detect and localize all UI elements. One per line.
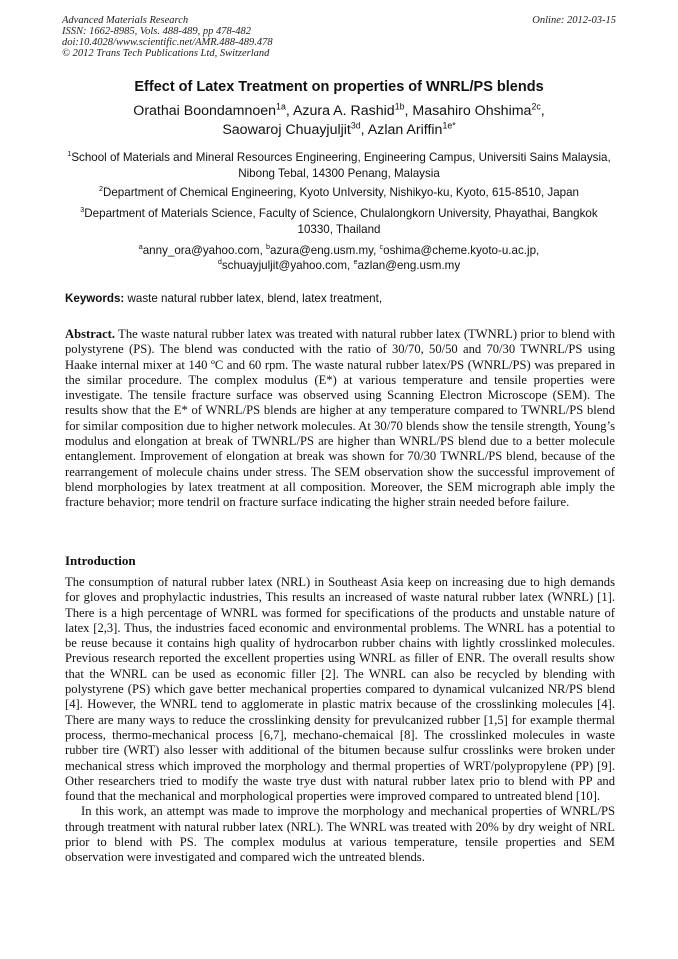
- email-list: [62, 243, 616, 273]
- copyright-line: © 2012 Trans Tech Publications Ltd, Switzerland: [62, 48, 270, 59]
- abstract: [65, 327, 615, 511]
- keywords: [65, 292, 615, 306]
- keywords-label: Keywords:: [65, 292, 125, 305]
- author: Azlan Ariffin$^{1e*}$: [367, 120, 456, 138]
- author: Orathai Boondamnoen$^{1a}$,: [133, 101, 293, 119]
- introduction-body: [65, 575, 615, 866]
- doi-line: doi:10.4028/www.scientific.net/AMR.488-489.478: [62, 37, 273, 48]
- journal-name: Advanced Materials Research: [62, 15, 189, 26]
- affiliation-2: $^2$Department of Chemical Engineering, Kyoto UnIversity, Nishikyo-ku, Kyoto, 615-8510, Japan: [98, 184, 579, 199]
- email: $^b$azura@eng.usm.my,: [266, 242, 380, 257]
- abstract-text: The waste natural rubber latex was treated with natural rubber latex (TWNRL) prior to blend with polystyrene (PS). The blend was conducted with the ratio of 30/70, 50/50 and 70/30 TWNRL/PS using Haake internal mixer at 140 ºC and 60 rpm. The waste natural rubber latex/PS (WNRL/PS) was prepared in the similar procedure. The complex modulus (E*) at various temperature and tensile properties were investigate. The tensile fracture surface was observed using Scanning Electron Microscope (SEM). The results show that the E* of WNRL/PS blends are higher at any temperature compared to TWNRL/PS blend for similar composition due to higher network molecules. At 30/70 blends show the tensile strength, Young’s modulus and elongation at break of TWNRL/PS are higher than WNRL/PS blend due to a better molecule entanglement. Improvement of elongation at break was shown for 70/30 TWNRL/PS blend, because of the rearrangement of molecule chains under stress. The SEM observation show the successful improvement of blend morphologies by latex treatment at all composition. Moreover, the SEM micrograph able imply the fracture behavior; more tendril on fracture surface indicating the higher strain needed before failure.: [65, 327, 615, 510]
- email: $^a$anny_ora@yahoo.com,: [138, 242, 267, 257]
- email: $^d$schuayjuljit@yahoo.com,: [217, 257, 354, 272]
- online-date: Online: 2012-03-15: [532, 15, 616, 26]
- email: $^c$oshima@cheme.kyoto-u.ac.jp,: [379, 242, 540, 257]
- author: Saowaroj Chuayjuljit$^{3d}$,: [222, 120, 368, 138]
- affiliation-1: $^1$School of Materials and Mineral Resources Engineering, Engineering Campus, Universiti Sains Malaysia, Nibong Tebal, 14300 Penang, Malaysia: [67, 149, 611, 180]
- keywords-text: waste natural rubber latex, blend, latex treatment,: [127, 292, 383, 305]
- author: Azura A. Rashid$^{1b}$,: [292, 101, 413, 119]
- journal-header: [62, 15, 273, 59]
- paper-title: Effect of Latex Treatment on properties of WNRL/PS blends: [134, 79, 544, 95]
- issn-line: ISSN: 1662-8985, Vols. 488-489, pp 478-482: [62, 26, 251, 37]
- introduction-heading: Introduction: [65, 553, 136, 568]
- paragraph: The consumption of natural rubber latex (NRL) in Southeast Asia keep on increasing due to high demands for gloves and prophylactic industries, This results an increased of waste natural rubber latex (WNRL) [1]. There is a high percentage of WNRL was formed for specifications of the products and unstable nature of latex [2,3]. Thus, the industries faced economic and environmental problems. The WNRL has a potential to be reuse because it contains high quality of hydrocarbon rubber chains with lightly crosslinked molecules. Previous research reported the excellent properties using WNRL as filler of ENR. The overall results show that the WNRL can be used as economic filler [2]. The WNRL can also be recycled by blending with polystyrene (PS) which gave better mechanical properties compared to dynamical vulcanized NR/PS blend [4]. However, the WNRL tend to agglomerate in plastic matrix because of the crosslinking molecules [4]. There are many ways to reduce the crosslinking density for prevulcanized rubber [1,5] for example thermal process, thermo-mechanical process [6,7], mechano-chemaical [8]. The crosslinked molecules in waste rubber tire (WRT) also lesser with additional of the bitumen because sulfur crosslinks were broken under mechanical stress which improved the morphology and thermal properties of WRT/polypropylene (PP) [9]. Other researchers tried to modify the waste trye dust with natural rubber latex prio to blend with PP and found that the mechanical and morphological properties were improved compared to untreated blend [10].: [65, 575, 615, 804]
- author-list: [40, 102, 638, 140]
- abstract-label: Abstract.: [65, 327, 116, 341]
- email: $^e$azlan@eng.usm.my: [353, 257, 461, 272]
- paragraph: In this work, an attempt was made to improve the morphology and mechanical properties of WNRL/PS through treatment with natural rubber latex (NRL). The WNRL was treated with 20% by dry weight of NRL prior to blend with PS. The complex modulus at various temperature, tensile properties and SEM observation were investigated and compared wich the untreated blends.: [65, 804, 615, 865]
- affiliation-3: $^3$Department of Materials Science, Faculty of Science, Chulalongkorn University, Phayathai, Bangkok 10330, Thailand: [80, 205, 598, 236]
- author: Masahiro Ohshima$^{2c}$,: [412, 101, 545, 119]
